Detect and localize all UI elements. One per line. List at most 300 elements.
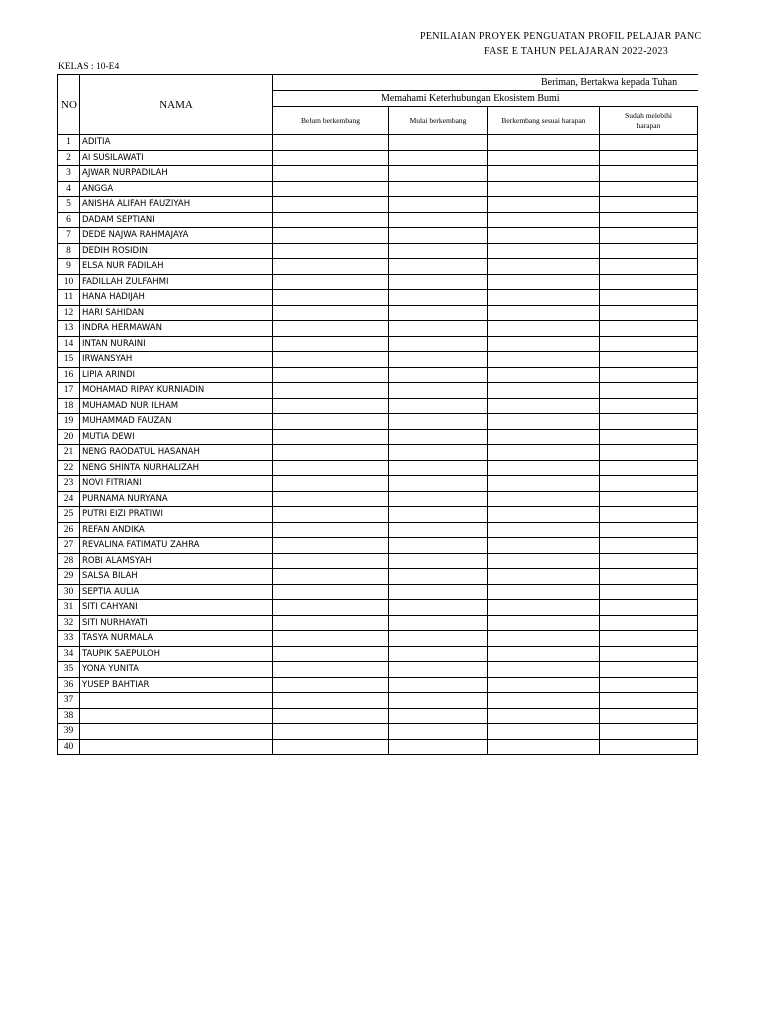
student-name: SEPTIA AULIA: [80, 584, 273, 600]
score-cell[interactable]: [389, 445, 488, 461]
score-cell[interactable]: [600, 429, 698, 445]
table-row: [58, 445, 699, 461]
score-cell[interactable]: [600, 383, 698, 399]
score-cell[interactable]: [488, 429, 600, 445]
student-rows: [58, 135, 699, 755]
student-name: LIPIA ARINDI: [80, 367, 273, 383]
row-number: 24: [58, 491, 80, 507]
table-row: [58, 336, 699, 352]
row-number: 13: [58, 321, 80, 337]
assessment-table-viewport: [57, 74, 698, 764]
table-row: [58, 259, 699, 275]
score-cell[interactable]: [600, 414, 698, 430]
score-cell[interactable]: [389, 290, 488, 306]
class-label: KELAS : 10-E4: [58, 62, 120, 72]
score-cell[interactable]: [488, 243, 600, 259]
score-cell[interactable]: [488, 383, 600, 399]
score-cell[interactable]: [389, 631, 488, 647]
score-cell[interactable]: [488, 569, 600, 585]
score-cell[interactable]: [698, 677, 699, 693]
score-cell[interactable]: [600, 135, 698, 151]
row-number: 32: [58, 615, 80, 631]
score-cell[interactable]: [488, 135, 600, 151]
score-cell[interactable]: [698, 739, 699, 755]
student-name: IRWANSYAH: [80, 352, 273, 368]
row-number: 40: [58, 739, 80, 755]
student-name: NENG RAODATUL HASANAH: [80, 445, 273, 461]
row-number: 7: [58, 228, 80, 244]
score-cell[interactable]: [273, 429, 389, 445]
student-name: SITI NURHAYATI: [80, 615, 273, 631]
row-number: 5: [58, 197, 80, 213]
table-row: [58, 321, 699, 337]
row-number: 22: [58, 460, 80, 476]
score-cell[interactable]: [488, 476, 600, 492]
row-number: 16: [58, 367, 80, 383]
score-cell[interactable]: [488, 181, 600, 197]
score-cell[interactable]: [698, 336, 699, 352]
score-cell[interactable]: [698, 429, 699, 445]
score-cell[interactable]: [488, 615, 600, 631]
table-row: [58, 135, 699, 151]
score-cell[interactable]: [273, 569, 389, 585]
score-cell[interactable]: [389, 739, 488, 755]
table-row: [58, 724, 699, 740]
score-cell[interactable]: [273, 584, 389, 600]
score-cell[interactable]: [600, 724, 698, 740]
score-cell[interactable]: [698, 383, 699, 399]
score-cell[interactable]: [600, 274, 698, 290]
score-cell[interactable]: [273, 693, 389, 709]
score-cell[interactable]: [273, 398, 389, 414]
score-cell[interactable]: [698, 646, 699, 662]
subelement-header: Memahami Keterhubungan Ekosistem Bumi: [273, 91, 699, 107]
row-number: 10: [58, 274, 80, 290]
score-cell[interactable]: [600, 367, 698, 383]
score-cell[interactable]: [389, 600, 488, 616]
score-cell[interactable]: [698, 693, 699, 709]
assessment-table: [57, 74, 698, 755]
score-cell[interactable]: [600, 352, 698, 368]
score-cell[interactable]: [389, 274, 488, 290]
criteria-header-melebihi: Sudah melebihi harapan: [600, 107, 698, 135]
score-cell[interactable]: [273, 243, 389, 259]
student-name: YONA YUNITA: [80, 662, 273, 678]
score-cell[interactable]: [698, 507, 699, 523]
score-cell[interactable]: [600, 615, 698, 631]
score-cell[interactable]: [389, 553, 488, 569]
score-cell[interactable]: [273, 600, 389, 616]
row-number: 15: [58, 352, 80, 368]
score-cell[interactable]: [698, 615, 699, 631]
score-cell[interactable]: [698, 708, 699, 724]
score-cell[interactable]: [600, 476, 698, 492]
score-cell[interactable]: [488, 662, 600, 678]
score-cell[interactable]: [488, 507, 600, 523]
score-cell[interactable]: [600, 228, 698, 244]
score-cell[interactable]: [698, 197, 699, 213]
score-cell[interactable]: [698, 290, 699, 306]
score-cell[interactable]: [600, 398, 698, 414]
score-cell[interactable]: [600, 662, 698, 678]
row-number: 26: [58, 522, 80, 538]
score-cell[interactable]: [698, 569, 699, 585]
table-row: [58, 646, 699, 662]
row-number: 29: [58, 569, 80, 585]
score-cell[interactable]: [389, 476, 488, 492]
score-cell[interactable]: [488, 677, 600, 693]
score-cell[interactable]: [389, 677, 488, 693]
student-name: MUTIA DEWI: [80, 429, 273, 445]
score-cell[interactable]: [488, 646, 600, 662]
table-row: [58, 677, 699, 693]
score-cell[interactable]: [273, 507, 389, 523]
student-name: YUSEP BAHTIAR: [80, 677, 273, 693]
student-name: SALSA BILAH: [80, 569, 273, 585]
table-row: [58, 584, 699, 600]
student-name: TASYA NURMALA: [80, 631, 273, 647]
score-cell[interactable]: [600, 693, 698, 709]
student-name: FADILLAH ZULFAHMI: [80, 274, 273, 290]
score-cell[interactable]: [488, 259, 600, 275]
score-cell[interactable]: [698, 150, 699, 166]
table-row: [58, 166, 699, 182]
score-cell[interactable]: [273, 197, 389, 213]
score-cell[interactable]: [273, 321, 389, 337]
score-cell[interactable]: [488, 212, 600, 228]
score-cell[interactable]: [600, 290, 698, 306]
score-cell[interactable]: [389, 429, 488, 445]
table-row: [58, 507, 699, 523]
score-cell[interactable]: [600, 243, 698, 259]
score-cell[interactable]: [273, 336, 389, 352]
score-cell[interactable]: [488, 708, 600, 724]
student-name: MUHAMMAD FAUZAN: [80, 414, 273, 430]
score-cell[interactable]: [273, 274, 389, 290]
row-number: 20: [58, 429, 80, 445]
score-cell[interactable]: [600, 631, 698, 647]
row-number: 17: [58, 383, 80, 399]
score-cell[interactable]: [488, 336, 600, 352]
student-name: SITI CAHYANI: [80, 600, 273, 616]
student-name: ROBI ALAMSYAH: [80, 553, 273, 569]
student-name: DEDE NAJWA RAHMAJAYA: [80, 228, 273, 244]
table-row: [58, 181, 699, 197]
table-row: [58, 491, 699, 507]
score-cell[interactable]: [273, 476, 389, 492]
score-cell[interactable]: [389, 615, 488, 631]
score-cell[interactable]: [488, 228, 600, 244]
score-cell[interactable]: [600, 212, 698, 228]
score-cell[interactable]: [273, 677, 389, 693]
student-name: INDRA HERMAWAN: [80, 321, 273, 337]
score-cell[interactable]: [698, 352, 699, 368]
score-cell[interactable]: [488, 460, 600, 476]
score-cell[interactable]: [488, 522, 600, 538]
student-name: [80, 693, 273, 709]
score-cell[interactable]: [488, 398, 600, 414]
score-cell[interactable]: [389, 305, 488, 321]
score-cell[interactable]: [698, 662, 699, 678]
score-cell[interactable]: [600, 336, 698, 352]
score-cell[interactable]: [698, 522, 699, 538]
score-cell[interactable]: [389, 212, 488, 228]
table-row: [58, 615, 699, 631]
score-cell[interactable]: [698, 181, 699, 197]
score-cell[interactable]: [389, 522, 488, 538]
score-cell[interactable]: [698, 460, 699, 476]
score-cell[interactable]: [600, 677, 698, 693]
score-cell[interactable]: [488, 553, 600, 569]
student-name: HARI SAHIDAN: [80, 305, 273, 321]
score-cell[interactable]: [488, 724, 600, 740]
score-cell[interactable]: [389, 491, 488, 507]
row-number: 39: [58, 724, 80, 740]
score-cell[interactable]: [273, 181, 389, 197]
score-cell[interactable]: [600, 445, 698, 461]
table-row: [58, 197, 699, 213]
score-cell[interactable]: [600, 646, 698, 662]
score-cell[interactable]: [389, 398, 488, 414]
score-cell[interactable]: [488, 445, 600, 461]
score-cell[interactable]: [698, 584, 699, 600]
score-cell[interactable]: [273, 522, 389, 538]
student-name: NENG SHINTA NURHALIZAH: [80, 460, 273, 476]
title-line-1: PENILAIAN PROYEK PENGUATAN PROFIL PELAJAR PANC: [420, 31, 702, 42]
table-row: [58, 739, 699, 755]
score-cell[interactable]: [273, 228, 389, 244]
score-cell[interactable]: [698, 476, 699, 492]
score-cell[interactable]: [389, 166, 488, 182]
score-cell[interactable]: [488, 538, 600, 554]
score-cell[interactable]: [698, 631, 699, 647]
score-cell[interactable]: [389, 135, 488, 151]
score-cell[interactable]: [488, 491, 600, 507]
score-cell[interactable]: [389, 259, 488, 275]
score-cell[interactable]: [389, 197, 488, 213]
student-name: [80, 724, 273, 740]
score-cell[interactable]: [488, 274, 600, 290]
row-number: 23: [58, 476, 80, 492]
score-cell[interactable]: [600, 538, 698, 554]
score-cell[interactable]: [273, 414, 389, 430]
row-number: 25: [58, 507, 80, 523]
column-header-nama: NAMA: [80, 75, 273, 135]
score-cell[interactable]: [600, 181, 698, 197]
score-cell[interactable]: [698, 228, 699, 244]
criteria-header-mulai: Mulai berkembang: [389, 107, 488, 135]
criteria-header-belum: Belum berkembang: [273, 107, 389, 135]
score-cell[interactable]: [698, 305, 699, 321]
score-cell[interactable]: [600, 507, 698, 523]
score-cell[interactable]: [488, 584, 600, 600]
row-number: 19: [58, 414, 80, 430]
score-cell[interactable]: [698, 398, 699, 414]
score-cell[interactable]: [273, 383, 389, 399]
row-number: 35: [58, 662, 80, 678]
score-cell[interactable]: [488, 739, 600, 755]
table-row: [58, 243, 699, 259]
student-name: INTAN NURAINI: [80, 336, 273, 352]
criteria-header-sesuai: Berkembang sesuai harapan: [488, 107, 600, 135]
score-cell[interactable]: [389, 693, 488, 709]
score-cell[interactable]: [389, 584, 488, 600]
score-cell[interactable]: [600, 460, 698, 476]
row-number: 12: [58, 305, 80, 321]
score-cell[interactable]: [698, 212, 699, 228]
table-row: [58, 429, 699, 445]
score-cell[interactable]: [698, 243, 699, 259]
score-cell[interactable]: [273, 662, 389, 678]
score-cell[interactable]: [389, 150, 488, 166]
table-row: [58, 708, 699, 724]
criteria-header-overflow: [698, 107, 699, 135]
score-cell[interactable]: [273, 212, 389, 228]
score-cell[interactable]: [600, 522, 698, 538]
score-cell[interactable]: [698, 600, 699, 616]
score-cell[interactable]: [698, 445, 699, 461]
score-cell[interactable]: [488, 150, 600, 166]
row-number: 38: [58, 708, 80, 724]
score-cell[interactable]: [273, 166, 389, 182]
score-cell[interactable]: [488, 631, 600, 647]
score-cell[interactable]: [600, 584, 698, 600]
table-row: [58, 305, 699, 321]
score-cell[interactable]: [389, 181, 488, 197]
score-cell[interactable]: [389, 646, 488, 662]
score-cell[interactable]: [389, 352, 488, 368]
table-row: [58, 398, 699, 414]
score-cell[interactable]: [488, 693, 600, 709]
score-cell[interactable]: [488, 166, 600, 182]
score-cell[interactable]: [698, 135, 699, 151]
score-cell[interactable]: [273, 259, 389, 275]
score-cell[interactable]: [389, 724, 488, 740]
table-row: [58, 600, 699, 616]
score-cell[interactable]: [273, 553, 389, 569]
row-number: 37: [58, 693, 80, 709]
score-cell[interactable]: [600, 739, 698, 755]
row-number: 8: [58, 243, 80, 259]
score-cell[interactable]: [273, 724, 389, 740]
score-cell[interactable]: [488, 305, 600, 321]
score-cell[interactable]: [389, 569, 488, 585]
score-cell[interactable]: [273, 615, 389, 631]
table-row: [58, 228, 699, 244]
score-cell[interactable]: [273, 290, 389, 306]
row-number: 14: [58, 336, 80, 352]
student-name: ADITIA: [80, 135, 273, 151]
score-cell[interactable]: [273, 367, 389, 383]
score-cell[interactable]: [698, 553, 699, 569]
score-cell[interactable]: [389, 460, 488, 476]
dimension-header: Beriman, Bertakwa kepada Tuhan: [273, 75, 699, 91]
score-cell[interactable]: [389, 708, 488, 724]
score-cell[interactable]: [389, 383, 488, 399]
score-cell[interactable]: [273, 305, 389, 321]
score-cell[interactable]: [698, 491, 699, 507]
score-cell[interactable]: [600, 321, 698, 337]
score-cell[interactable]: [600, 150, 698, 166]
score-cell[interactable]: [273, 739, 389, 755]
score-cell[interactable]: [389, 367, 488, 383]
table-row: [58, 352, 699, 368]
table-row: [58, 631, 699, 647]
row-number: 18: [58, 398, 80, 414]
score-cell[interactable]: [273, 631, 389, 647]
score-cell[interactable]: [273, 445, 389, 461]
table-row: [58, 414, 699, 430]
row-number: 21: [58, 445, 80, 461]
score-cell[interactable]: [273, 708, 389, 724]
student-name: PUTRI EIZI PRATIWI: [80, 507, 273, 523]
score-cell[interactable]: [389, 336, 488, 352]
score-cell[interactable]: [273, 150, 389, 166]
score-cell[interactable]: [488, 197, 600, 213]
student-name: ELSA NUR FADILAH: [80, 259, 273, 275]
score-cell[interactable]: [273, 491, 389, 507]
score-cell[interactable]: [389, 507, 488, 523]
table-row: [58, 476, 699, 492]
score-cell[interactable]: [600, 600, 698, 616]
row-number: 27: [58, 538, 80, 554]
score-cell[interactable]: [698, 414, 699, 430]
score-cell[interactable]: [488, 600, 600, 616]
table-row: [58, 693, 699, 709]
score-cell[interactable]: [488, 290, 600, 306]
score-cell[interactable]: [488, 352, 600, 368]
row-number: 4: [58, 181, 80, 197]
student-name: ANGGA: [80, 181, 273, 197]
score-cell[interactable]: [389, 321, 488, 337]
score-cell[interactable]: [600, 166, 698, 182]
student-name: [80, 708, 273, 724]
score-cell[interactable]: [600, 305, 698, 321]
score-cell[interactable]: [600, 197, 698, 213]
score-cell[interactable]: [488, 321, 600, 337]
score-cell[interactable]: [698, 321, 699, 337]
score-cell[interactable]: [600, 708, 698, 724]
score-cell[interactable]: [273, 135, 389, 151]
score-cell[interactable]: [273, 646, 389, 662]
score-cell[interactable]: [273, 538, 389, 554]
score-cell[interactable]: [389, 414, 488, 430]
score-cell[interactable]: [488, 367, 600, 383]
score-cell[interactable]: [273, 460, 389, 476]
score-cell[interactable]: [389, 243, 488, 259]
student-name: MUHAMAD NUR ILHAM: [80, 398, 273, 414]
score-cell[interactable]: [698, 367, 699, 383]
score-cell[interactable]: [488, 414, 600, 430]
score-cell[interactable]: [600, 259, 698, 275]
score-cell[interactable]: [698, 166, 699, 182]
student-name: ANISHA ALIFAH FAUZIYAH: [80, 197, 273, 213]
score-cell[interactable]: [389, 538, 488, 554]
score-cell[interactable]: [273, 352, 389, 368]
score-cell[interactable]: [600, 491, 698, 507]
score-cell[interactable]: [600, 569, 698, 585]
score-cell[interactable]: [389, 228, 488, 244]
table-row: [58, 569, 699, 585]
score-cell[interactable]: [698, 259, 699, 275]
score-cell[interactable]: [600, 553, 698, 569]
score-cell[interactable]: [698, 538, 699, 554]
score-cell[interactable]: [698, 274, 699, 290]
title-line-2: FASE E TAHUN PELAJARAN 2022-2023: [484, 46, 668, 57]
score-cell[interactable]: [698, 724, 699, 740]
row-number: 33: [58, 631, 80, 647]
score-cell[interactable]: [389, 662, 488, 678]
